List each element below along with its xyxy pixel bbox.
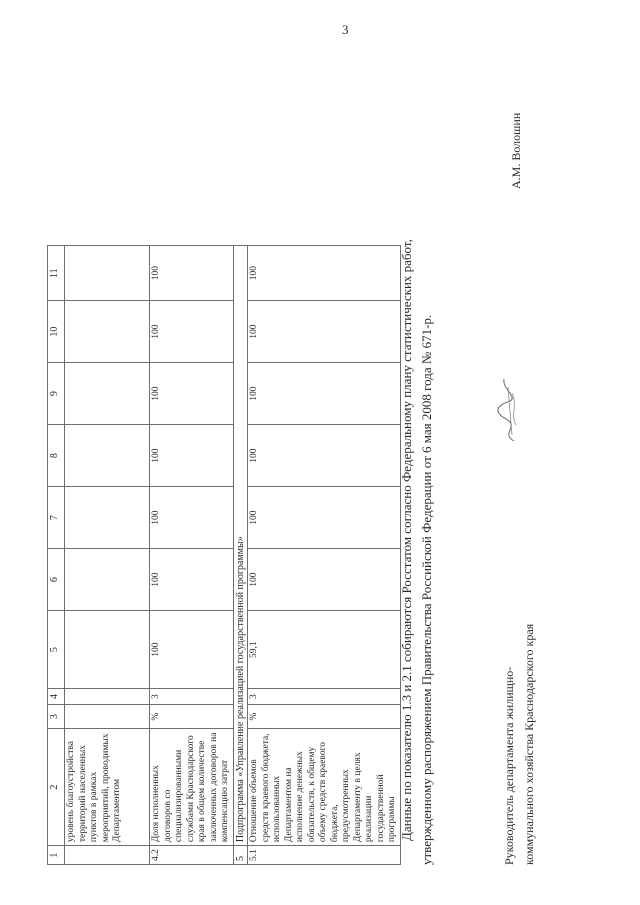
status-cell: 3	[248, 689, 401, 705]
value-cell	[65, 425, 150, 487]
value-cell: 100	[150, 246, 234, 301]
indicator-name: Доля исполненных договоров со специализированными службами Краснодарского края в общем количестве заключенных договоров на компенсацию затрат	[150, 729, 234, 846]
value-cell: 100	[150, 487, 234, 549]
header-cell: 9	[48, 363, 65, 425]
value-cell	[65, 611, 150, 689]
table-row	[65, 246, 150, 865]
header-cell: 7	[48, 487, 65, 549]
unit-cell: %	[248, 705, 401, 729]
table-row	[150, 246, 234, 865]
row-number: 5	[233, 846, 248, 865]
signatory-title	[499, 385, 539, 865]
value-cell: 100	[248, 246, 401, 301]
value-cell	[65, 487, 150, 549]
footnote-line: Данные по показателю 1.3 и 2.1 собираются Росстатом согласно Федеральному плану статистических работ,	[399, 239, 414, 841]
rotated-content	[47, 60, 592, 865]
page-number: 3	[342, 22, 349, 37]
value-cell: 100	[150, 363, 234, 425]
unit-cell	[65, 705, 150, 729]
subprogram-title: Подпрограмма «Управление реализацией государственной программы»	[233, 246, 248, 846]
status-cell	[65, 689, 150, 705]
header-cell: 6	[48, 549, 65, 611]
subprogram-row	[233, 246, 248, 865]
row-number	[65, 846, 150, 865]
handwritten-signature	[494, 375, 522, 445]
status-cell: 3	[150, 689, 234, 705]
value-cell: 100	[150, 301, 234, 363]
value-cell: 100	[248, 425, 401, 487]
value-cell	[65, 549, 150, 611]
header-cell: 5	[48, 611, 65, 689]
indicator-name: Отношение объемов средств краевого бюджета, использованных Департаментом на исполнение денежных обязательств, к общему объему средств краевого бюджета, предусмотренных Департаменту в целях реализации государственной программы	[248, 729, 401, 846]
header-cell: 11	[48, 246, 65, 301]
indicator-table	[47, 245, 401, 865]
value-cell: 100	[150, 611, 234, 689]
signatory-line: коммунального хозяйства Краснодарского края	[522, 623, 536, 865]
value-cell: 100	[150, 425, 234, 487]
value-cell	[65, 246, 150, 301]
value-cell: 59,1	[248, 611, 401, 689]
unit-cell: %	[150, 705, 234, 729]
signatory-line: Руководитель департамента жилищно-	[502, 666, 516, 865]
value-cell: 100	[248, 487, 401, 549]
value-cell: 100	[248, 301, 401, 363]
value-cell: 100	[150, 549, 234, 611]
header-cell: 10	[48, 301, 65, 363]
value-cell	[65, 301, 150, 363]
footnote	[397, 65, 437, 865]
indicator-name: уровень благоустройства территорий населенных пунктов в рамках мероприятий, проводимых Департаментом	[65, 729, 150, 846]
table-header-row	[48, 246, 65, 865]
row-number: 4.2	[150, 846, 234, 865]
value-cell: 100	[248, 549, 401, 611]
header-cell: 1	[48, 846, 65, 865]
header-cell: 2	[48, 729, 65, 846]
header-cell: 8	[48, 425, 65, 487]
value-cell: 100	[248, 363, 401, 425]
footnote-line: утвержденному распоряжением Правительства Российской Федерации от 6 мая 2008 года № 671-р.	[419, 314, 434, 865]
value-cell	[65, 363, 150, 425]
header-cell: 4	[48, 689, 65, 705]
row-number: 5.1	[248, 846, 401, 865]
signatory-name: А.М. Волошин	[509, 112, 523, 189]
header-cell: 3	[48, 705, 65, 729]
table-row	[248, 246, 401, 865]
